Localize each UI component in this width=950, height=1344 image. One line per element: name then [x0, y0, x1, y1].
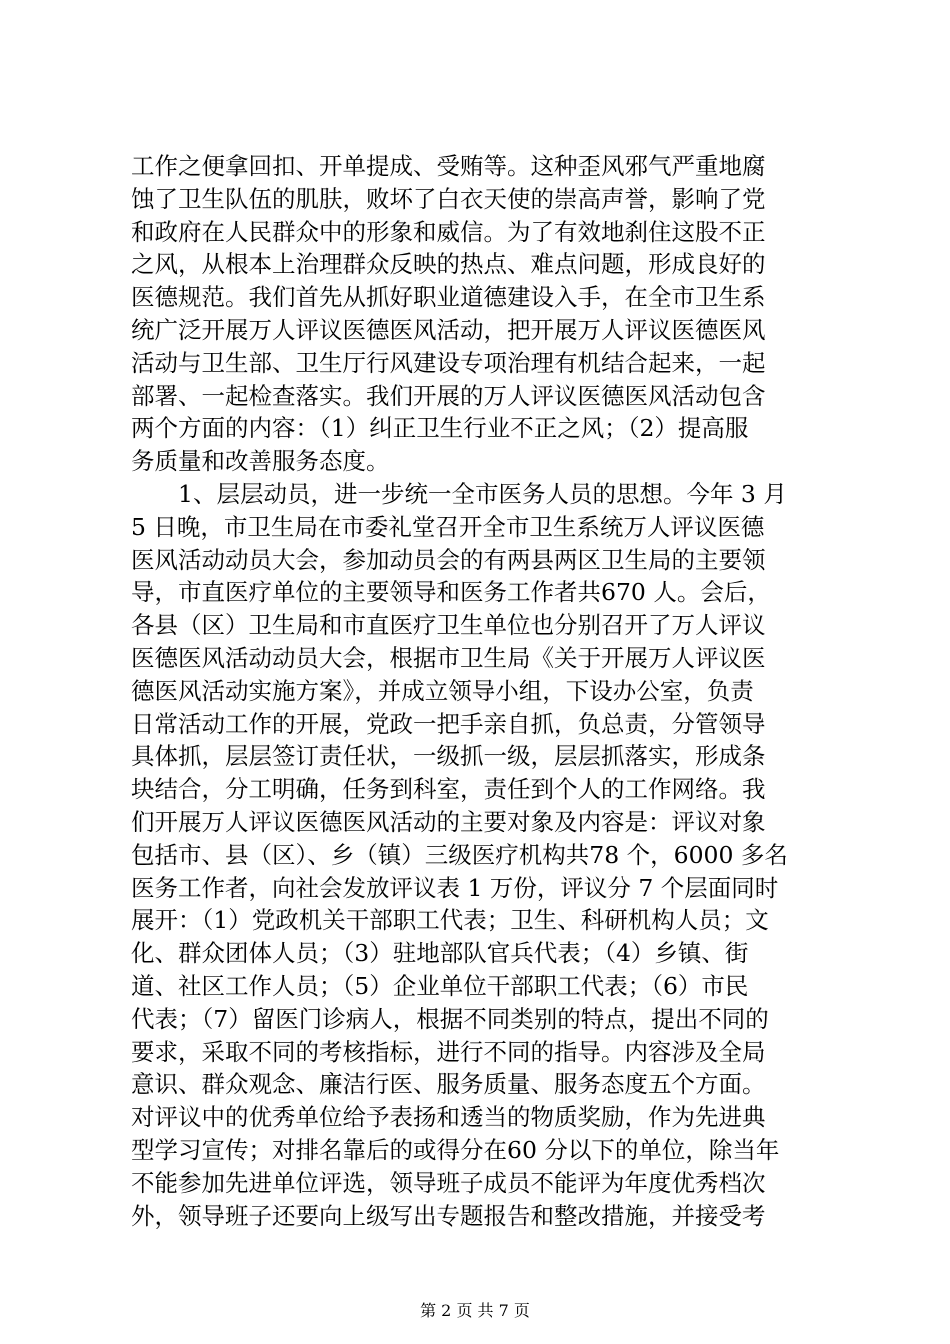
text-line: 道、社区工作人员；（5）企业单位干部职工代表；（6）市民 [131, 971, 749, 1000]
text-line: 务质量和改善服务态度。 [131, 447, 390, 476]
text-line: 块结合，分工明确，任务到科室，责任到个人的工作网络。我 [131, 775, 766, 804]
text-line: 代表；（7）留医门诊病人，根据不同类别的特点，提出不同的 [131, 1004, 769, 1033]
text-line: 部署、一起检查落实。我们开展的万人评议医德医风活动包含 [131, 381, 766, 410]
text-line: 医德规范。我们首先从抓好职业道德建设入手，在全市卫生系 [131, 283, 766, 312]
text-line: 们开展万人评议医德医风活动的主要对象及内容是：评议对象 [131, 807, 766, 836]
text-line: 医务工作者，向社会发放评议表 1 万份，评议分 7 个层面同时 [131, 873, 779, 902]
text-line: 意识、群众观念、廉洁行医、服务质量、服务态度五个方面。 [131, 1070, 766, 1099]
page-number-label: 第 2 页 共 7 页 [420, 1301, 530, 1320]
page-footer [0, 1301, 950, 1321]
text-line: 型学习宣传；对排名靠后的或得分在60 分以下的单位，除当年 [131, 1135, 780, 1164]
text-line: 化、群众团体人员；（3）驻地部队官兵代表；（4）乡镇、街 [131, 939, 749, 968]
text-line: 外，领导班子还要向上级写出专题报告和整改措施，并接受考 [131, 1201, 766, 1230]
text-line: 导，市直医疗单位的主要领导和医务工作者共670 人。会后， [131, 578, 771, 607]
text-line: 统广泛开展万人评议医德医风活动，把开展万人评议医德医风 [131, 315, 766, 344]
text-line: 蚀了卫生队伍的肌肤，败坏了白衣天使的崇高声誉，影响了党 [131, 184, 766, 213]
text-line: 日常活动工作的开展，党政一把手亲自抓，负总责，分管领导 [131, 709, 766, 738]
text-line: 之风，从根本上治理群众反映的热点、难点问题，形成良好的 [131, 250, 766, 279]
text-line: 两个方面的内容：（1）纠正卫生行业不正之风；（2）提高服 [131, 414, 749, 443]
text-line: 要求，采取不同的考核指标，进行不同的指导。内容涉及全局 [131, 1037, 766, 1066]
text-line: 包括市、县（区）、乡（镇）三级医疗机构共78 个，6000 多名 [131, 840, 788, 869]
text-line: 德医风活动实施方案》，并成立领导小组，下设办公室，负责 [131, 676, 754, 705]
text-line: 活动与卫生部、卫生厅行风建设专项治理有机结合起来，一起 [131, 348, 766, 377]
text-line: 和政府在人民群众中的形象和威信。为了有效地刹住这股不正 [131, 217, 766, 246]
text-line: 1、层层动员，进一步统一全市医务人员的思想。今年 3 月 [131, 480, 787, 508]
text-line: 医风活动动员大会，参加动员会的有两县两区卫生局的主要领 [131, 545, 766, 574]
text-line: 具体抓，层层签订责任状，一级抓一级，层层抓落实，形成条 [131, 742, 766, 771]
text-line: 对评议中的优秀单位给予表扬和透当的物质奖励，作为先进典 [131, 1103, 766, 1132]
text-line: 展开：（1）党政机关干部职工代表；卫生、科研机构人员；文 [131, 906, 769, 935]
paragraph-1 [131, 150, 831, 478]
text-line: 工作之便拿回扣、开单提成、受贿等。这种歪风邪气严重地腐 [131, 152, 766, 180]
text-line: 各县（区）卫生局和市直医疗卫生单位也分别召开了万人评议 [131, 611, 766, 640]
text-line: 不能参加先进单位评选，领导班子成员不能评为年度优秀档次 [131, 1168, 766, 1197]
text-line: 5 日晚，市卫生局在市委礼堂召开全市卫生系统万人评议医德 [131, 512, 765, 541]
text-line: 医德医风活动动员大会，根据市卫生局《关于开展万人评议医 [131, 643, 766, 672]
paragraph-2 [131, 478, 831, 1232]
